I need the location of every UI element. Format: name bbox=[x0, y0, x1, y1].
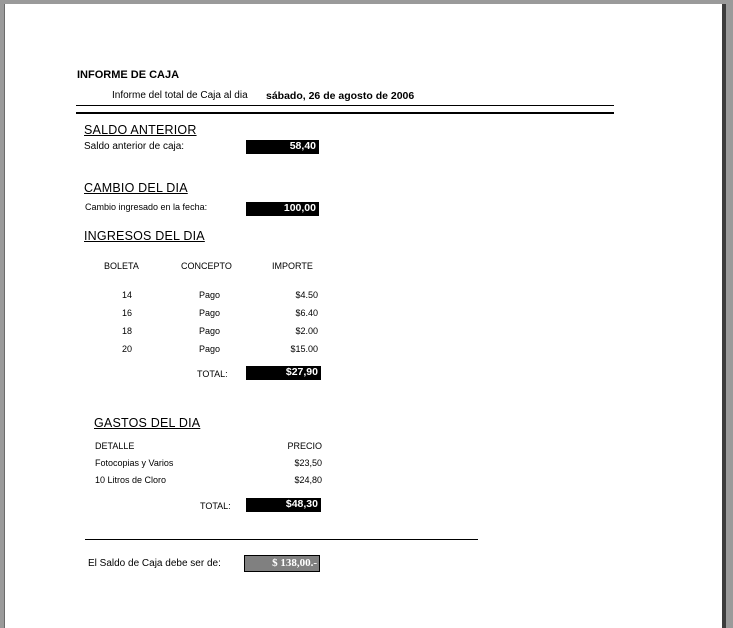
cambio-label: Cambio ingresado en la fecha: bbox=[85, 202, 208, 212]
ingresos-row-concepto: Pago bbox=[199, 344, 221, 354]
gastos-row-precio: $23,50 bbox=[294, 458, 322, 468]
ingresos-row-concepto: Pago bbox=[199, 326, 221, 336]
ingresos-row-importe: $15.00 bbox=[290, 344, 318, 354]
ingresos-row-concepto: Pago bbox=[199, 308, 221, 318]
report-date: sábado, 26 de agosto de 2006 bbox=[266, 90, 415, 102]
saldo-anterior-heading: SALDO ANTERIOR bbox=[84, 123, 197, 137]
gastos-col-detalle: DETALLE bbox=[95, 441, 135, 451]
header-divider-thick bbox=[76, 112, 614, 114]
gastos-total-label: TOTAL: bbox=[200, 501, 231, 511]
ingresos-row-boleta: 16 bbox=[122, 308, 133, 318]
page-shadow bbox=[722, 4, 726, 628]
report-title: INFORME DE CAJA bbox=[77, 69, 180, 81]
report-subtitle-label: Informe del total de Caja al dia bbox=[112, 90, 248, 101]
ingresos-row-importe: $4.50 bbox=[295, 290, 318, 300]
gastos-heading: GASTOS DEL DIA bbox=[94, 416, 201, 430]
ingresos-row-boleta: 18 bbox=[122, 326, 133, 336]
gastos-total-value: $48,30 bbox=[246, 498, 321, 512]
saldo-final-label: El Saldo de Caja debe ser de: bbox=[88, 558, 221, 569]
header-divider-thin bbox=[76, 105, 614, 106]
saldo-final-value: $ 138,00.- bbox=[244, 555, 320, 572]
ingresos-total-label: TOTAL: bbox=[197, 369, 228, 379]
gastos-row-detalle: 10 Litros de Cloro bbox=[95, 475, 167, 485]
cambio-heading: CAMBIO DEL DIA bbox=[84, 181, 188, 195]
ingresos-total-value: $27,90 bbox=[246, 366, 321, 380]
ingresos-row-boleta: 20 bbox=[122, 344, 133, 354]
cambio-value: 100,00 bbox=[246, 202, 319, 216]
ingresos-row-importe: $6.40 bbox=[295, 308, 318, 318]
saldo-anterior-value: 58,40 bbox=[246, 140, 319, 154]
ingresos-col-concepto: CONCEPTO bbox=[181, 261, 232, 271]
ingresos-row-importe: $2.00 bbox=[295, 326, 318, 336]
gastos-col-precio: PRECIO bbox=[287, 441, 322, 451]
report-page bbox=[4, 4, 723, 628]
ingresos-row-concepto: Pago bbox=[199, 290, 221, 300]
ingresos-col-importe: IMPORTE bbox=[272, 261, 313, 271]
ingresos-heading: INGRESOS DEL DIA bbox=[84, 229, 205, 243]
summary-divider bbox=[85, 539, 478, 540]
saldo-anterior-label: Saldo anterior de caja: bbox=[84, 141, 185, 152]
gastos-row-precio: $24,80 bbox=[294, 475, 322, 485]
gastos-row-detalle: Fotocopias y Varios bbox=[95, 458, 174, 468]
ingresos-col-boleta: BOLETA bbox=[104, 261, 139, 271]
ingresos-row-boleta: 14 bbox=[122, 290, 133, 300]
